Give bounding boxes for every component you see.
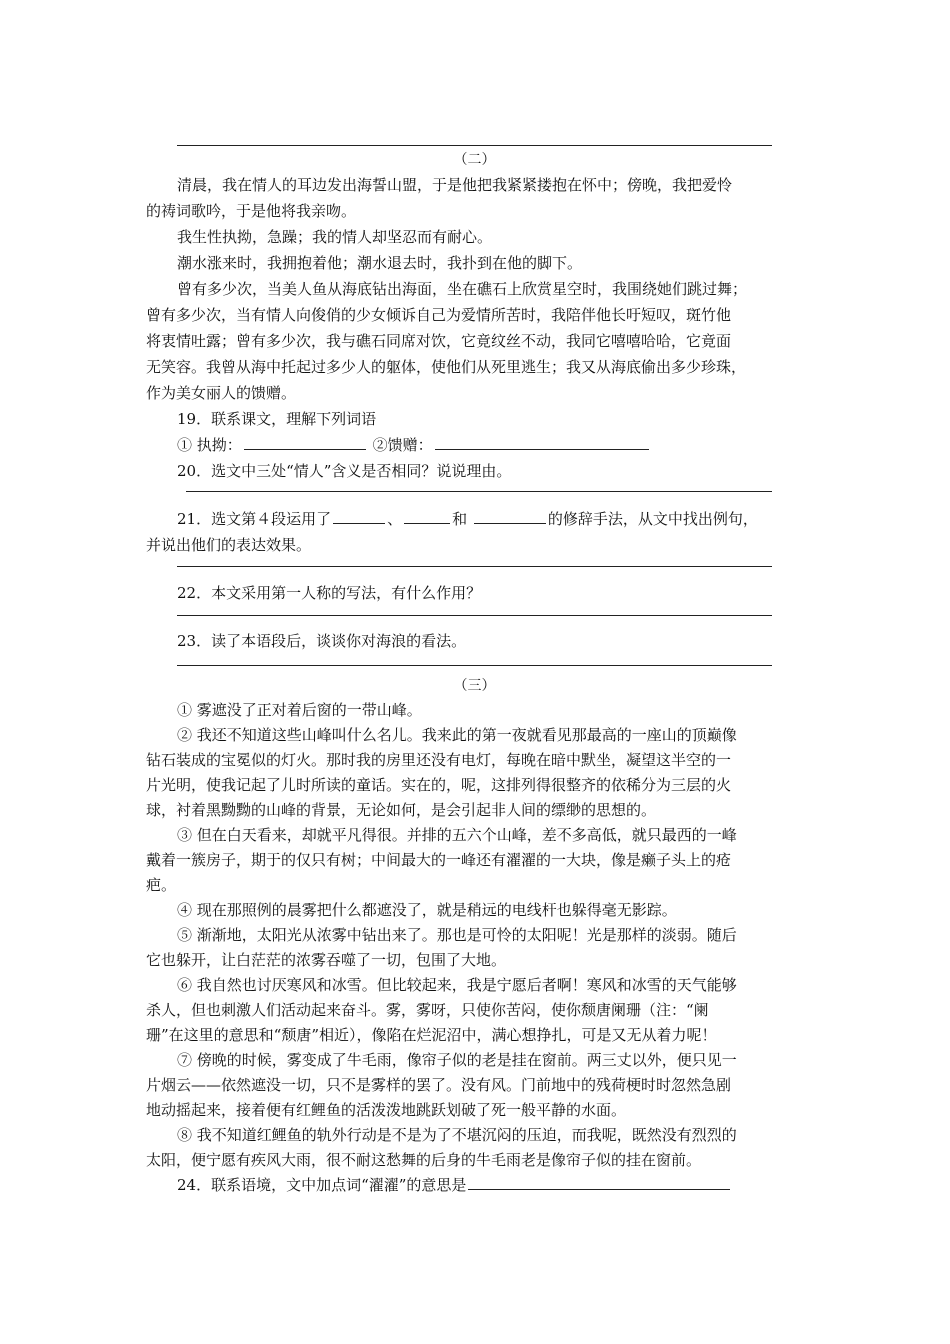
paragraph-line: 珊”在这里的意思和“颓唐”相近），像陷在烂泥沼中，满心想挣扎，可是又无从着力呢！ — [146, 1026, 717, 1044]
paragraph-line: 钻石装成的宝冕似的灯火。那时我的房里还没有电灯，每晚在暗中默坐，凝望这半空的一 — [146, 751, 732, 769]
paragraph-line: 球，衬着黑黝黝的山峰的背景，无论如何，是会引起非人间的缥缈的思想的。 — [146, 801, 657, 819]
question-19: 19．联系课文，理解下列词语 — [177, 410, 377, 428]
paragraph-line: ② 我还不知道这些山峰叫什么名儿。我来此的第一夜就看见那最高的一座山的顶巅像 — [177, 726, 737, 744]
paragraph-line: 将衷情吐露；曾有多少次，我与礁石同席对饮，它竟纹丝不动，我同它嘻嘻哈哈，它竟面 — [146, 332, 732, 350]
paragraph-line: 曾有多少次，当美人鱼从海底钻出海面，坐在礁石上欣赏星空时，我围绕她们跳过舞； — [177, 280, 748, 298]
section-title-2: （二） — [453, 152, 496, 168]
paragraph-line: ③ 但在白天看来，却就平凡得很。并排的五六个山峰，差不多高低，就只最西的一峰 — [177, 826, 737, 844]
paragraph-line: 我生性执拗，急躁；我的情人却坚忍而有耐心。 — [177, 228, 493, 246]
answer-line[interactable] — [177, 665, 772, 666]
q24-text: 24．联系语境，文中加点词“濯濯”的意思是 — [177, 1176, 467, 1194]
question-21-line2: 并说出他们的表达效果。 — [146, 536, 312, 554]
paragraph-line: 潮水涨来时，我拥抱着他；潮水退去时，我扑到在他的脚下。 — [177, 254, 583, 272]
answer-blank[interactable] — [435, 433, 649, 450]
answer-blank[interactable] — [404, 507, 450, 524]
answer-line[interactable] — [186, 491, 772, 492]
q21-text: 21．选文第４段运用了 — [177, 510, 332, 528]
paragraph-line: 它也躲开，让白茫茫的浓雾吞噬了一切，包围了大地。 — [146, 951, 507, 969]
paragraph-line: ⑦ 傍晚的时候，雾变成了牛毛雨，像帘子似的老是挂在窗前。两三丈以外，便只见一 — [177, 1051, 737, 1069]
paragraph-line: 杀人，但也刺激人们活动起来奋斗。雾，雾呀，只使你苦闷，使你颓唐阑珊（注：“阑 — [146, 1001, 709, 1019]
paragraph-line: 戴着一簇房子，期于的仅只有树；中间最大的一峰还有濯濯的一大块，像是癞子头上的疮 — [146, 851, 732, 869]
answer-blank[interactable] — [244, 433, 366, 450]
paragraph-line: 无笑容。我曾从海中托起过多少人的躯体，使他们从死里逃生；我又从海底偷出多少珍珠， — [146, 358, 747, 376]
paragraph-line: ⑧ 我不知道红鲤鱼的轨外行动是不是为了不堪沉闷的压迫，而我呢，既然没有烈烈的 — [177, 1126, 737, 1144]
q19-term-a: ① 执拗： — [177, 436, 242, 454]
section-title-3: （三） — [453, 678, 496, 694]
paragraph-line: 片光明，使我记起了儿时所读的童话。实在的，呢，这排列得很整齐的依稀分为三层的火 — [146, 776, 732, 794]
paragraph-line: 的祷词歌吟，于是他将我亲吻。 — [146, 202, 357, 220]
question-21 — [177, 506, 758, 532]
paragraph-line: 曾有多少次，当有情人向俊俏的少女倾诉自己为爱情所苦时，我陪伴他长吁短叹，斑竹他 — [146, 306, 732, 324]
q21-sep: 、 — [387, 510, 403, 528]
paragraph-line: ④ 现在那照例的晨雾把什么都遮没了，就是稍远的电线杆也躲得毫无影踪。 — [177, 901, 677, 919]
paragraph-line: 地动摇起来，接着便有红鲤鱼的活泼泼地跳跃划破了死一般平静的水面。 — [146, 1101, 627, 1119]
paragraph-line: ⑥ 我自然也讨厌寒风和冰雪。但比较起来，我是宁愿后者啊！寒风和冰雪的天气能够 — [177, 976, 737, 994]
paragraph-line: 清晨，我在情人的耳边发出海誓山盟，于是他把我紧紧搂抱在怀中；傍晚，我把爱怜 — [177, 176, 733, 194]
question-20: 20．选文中三处“情人”含义是否相同？说说理由。 — [177, 462, 512, 480]
q21-sep: 和 — [452, 510, 468, 528]
paragraph-line: 太阳，便宁愿有疾风大雨，很不耐这愁舞的后身的牛毛雨老是像帘子似的挂在窗前。 — [146, 1151, 702, 1169]
q19-term-b: ②馈赠： — [372, 436, 433, 454]
paragraph-line: 疤。 — [146, 876, 177, 894]
question-23: 23．读了本语段后，谈谈你对海浪的看法。 — [177, 632, 467, 650]
answer-line[interactable] — [177, 615, 772, 616]
paragraph-line: 作为美女丽人的馈赠。 — [146, 384, 297, 402]
answer-line — [177, 145, 772, 146]
answer-blank[interactable] — [333, 507, 385, 524]
paragraph-line: ⑤ 渐渐地，太阳光从浓雾中钻出来了。那也是可怜的太阳呢！光是那样的淡弱。随后 — [177, 926, 737, 944]
answer-blank[interactable] — [468, 1173, 730, 1190]
question-22: 22．本文采用第一人称的写法，有什么作用？ — [177, 584, 482, 602]
question-19-items — [177, 432, 651, 458]
answer-blank[interactable] — [474, 507, 546, 524]
q21-text: 的修辞手法，从文中找出例句， — [547, 510, 758, 528]
answer-line[interactable] — [177, 566, 772, 567]
paragraph-line: 片烟云——依然遮没一切，只不是雾样的罢了。没有风。门前地中的残荷梗时时忽然急剧 — [146, 1076, 732, 1094]
question-24 — [177, 1172, 732, 1198]
paragraph-line: ① 雾遮没了正对着后窗的一带山峰。 — [177, 701, 422, 719]
